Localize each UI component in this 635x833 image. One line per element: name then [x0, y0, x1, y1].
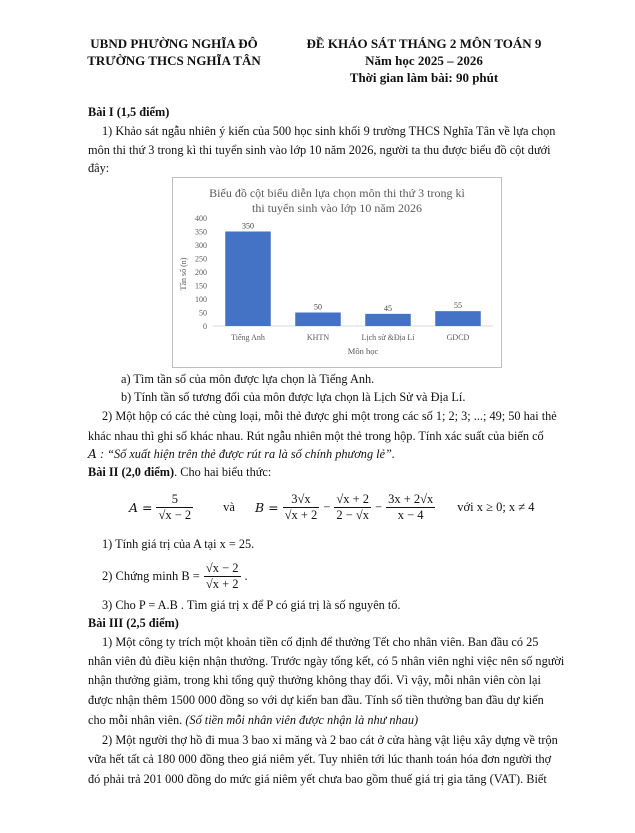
section-2-q2 [102, 556, 248, 596]
q2-line2: khác nhau thì ghi số khác nhau. Rút ngẫu nhiên một thẻ trong hộp. Tính xác suất của biến cố [88, 429, 544, 443]
expr-A-label: A = [129, 499, 153, 515]
expr-B-term2 [334, 492, 371, 523]
section-3-p2-line3: đó phải trả 201 000 đồng do mức giá niêm yết chưa bao gồm thuế giá trị gia tăng (VAT). Biết [88, 772, 547, 786]
expr-minus-2: − [375, 499, 383, 514]
bar [225, 232, 271, 327]
bar-value-label: 350 [242, 221, 254, 231]
x-tick-label: Tiếng Anh [231, 333, 265, 342]
exam-title: ĐỀ KHẢO SÁT THÁNG 2 MÔN TOÁN 9 [306, 36, 542, 51]
event-description: : “Số xuất hiện trên thẻ được rút ra là số chính phương lẻ”. [96, 447, 395, 461]
expr-B-label: B = [254, 499, 279, 515]
bar-value-label: 50 [314, 302, 322, 312]
section-3-p2-line1: 2) Một người thợ hồ đi mua 3 bao xi măng và 2 bao cát ở cửa hàng vật liệu xây dựng về trộn [102, 733, 558, 747]
expr-B-term1-den: √x + 2 [284, 507, 318, 522]
bar [365, 314, 411, 326]
section-3-title: Bài III (2,5 điểm) [88, 616, 179, 630]
expr-A-numerator: 5 [156, 492, 193, 508]
y-tick-label: 150 [195, 281, 207, 291]
y-tick-label: 250 [195, 254, 207, 264]
expr-A-fraction [156, 492, 193, 523]
expr-B-term2-num: √x + 2 [336, 491, 370, 506]
section-2-q2-fraction [204, 561, 241, 592]
y-tick-label: 0 [203, 322, 207, 331]
expr-connector: và [223, 499, 235, 514]
school-year: Năm học 2025 – 2026 [365, 53, 483, 68]
x-tick-label: Lịch sử &Địa Lí [361, 333, 415, 342]
bar [435, 311, 481, 326]
q2-line1: 2) Một hộp có các thẻ cùng loại, mỗi thẻ được ghi một trong các số 1; 2; 3; ...; 49; 50 hai thẻ [102, 409, 557, 423]
section-3-p1-line4: được nhận thêm 1500 000 đồng so với dự kiến ban đầu. Tính số tiền thưởng ban đầu dự kiến [88, 693, 544, 707]
q1a: a) Tìm tần số của môn được lựa chọn là Tiếng Anh. [121, 372, 375, 386]
chart-title-line1: Biểu đồ cột biểu diễn lựa chọn môn thi thứ 3 trong kì [209, 186, 465, 200]
expr-condition: với x ≥ 0; x ≠ 4 [457, 499, 535, 514]
expr-B-term2-den: 2 − √x [336, 507, 370, 522]
y-tick-label: 400 [195, 214, 207, 223]
expr-B-term3-num: 3x + 2√x [388, 491, 434, 506]
section-2-q2-text: 2) Chứng minh B = [102, 568, 200, 583]
chart-x-axis-label: Môn học [347, 346, 379, 356]
chart-y-axis-label: Tần số (n) [179, 257, 188, 291]
section-3-p1-line5: cho mỗi nhân viên. [88, 713, 183, 727]
q1-line2: môn thi thứ 3 trong kì thi tuyển sinh vào lớp 10 năm 2026, người ta thu được biểu đồ cột dưới [88, 143, 551, 157]
bar-value-label: 55 [454, 301, 462, 311]
section-2-intro: . Cho hai biểu thức: [174, 465, 272, 479]
section-2-q1: 1) Tính giá trị của A tại x = 25. [102, 537, 255, 551]
section-3-p1-note: (Số tiền mỗi nhân viên được nhận là như nhau) [182, 713, 419, 727]
y-tick-label: 350 [195, 227, 207, 237]
y-tick-label: 100 [195, 295, 207, 304]
bar-value-label: 45 [384, 303, 392, 313]
bar-chart [172, 177, 502, 368]
bar [295, 313, 341, 327]
expr-B-term3 [386, 492, 435, 523]
section-2-q2-num: √x − 2 [205, 560, 239, 575]
event-label: A [88, 447, 97, 461]
x-tick-label: KHTN [306, 333, 330, 342]
q1-line1: 1) Khảo sát ngẫu nhiên ý kiến của 500 học sinh khối 9 trường THCS Nghĩa Tân về lựa chọn [102, 124, 556, 138]
expr-minus-1: − [323, 499, 331, 514]
section-2-q3: 3) Cho P = A.B . Tìm giá trị x để P có giá trị là số nguyên tố. [102, 598, 401, 612]
expr-B-term1 [283, 492, 320, 523]
y-tick-label: 200 [195, 268, 207, 277]
expr-A-denominator: √x − 2 [158, 507, 192, 522]
section-2-q2-period: . [244, 568, 248, 583]
section-3-p1-line2: nhân viên đủ điều kiện nhận thưởng. Trước ngày tổng kết, có 5 nhân viên nghỉ việc nên số người [88, 654, 565, 668]
expression-row [129, 486, 535, 528]
section-2-q2-den: √x + 2 [205, 576, 239, 591]
chart-title-line2: thi tuyển sinh vào lớp 10 năm 2026 [252, 201, 422, 215]
q1b: b) Tính tần số tương đối của môn được lựa chọn là Lịch Sử và Địa Lí. [121, 390, 466, 404]
y-tick-label: 300 [195, 241, 207, 250]
bar-chart-svg [173, 178, 501, 367]
section-3-p1-line1: 1) Một công ty trích một khoản tiền cố định để thưởng Tết cho nhân viên. Ban đầu có 25 [102, 635, 539, 649]
q1-line3: đây: [88, 161, 110, 175]
school-name: TRƯỜNG THCS NGHĨA TÂN [87, 53, 261, 68]
section-2-title: Bài II (2,0 điểm) [88, 465, 175, 479]
school-district: UBND PHƯỜNG NGHĨA ĐÔ [90, 36, 258, 51]
y-tick-label: 50 [199, 308, 207, 318]
section-1-title: Bài I (1,5 điểm) [88, 105, 170, 119]
exam-duration: Thời gian làm bài: 90 phút [349, 70, 499, 85]
section-3-p2-line2: vữa hết tất cả 180 000 đồng theo giá niêm yết. Tuy nhiên tới lúc thanh toán hóa đơn người thợ [88, 752, 552, 766]
expr-B-term3-den: x − 4 [397, 507, 424, 522]
x-tick-label: GDCD [446, 333, 470, 342]
expr-B-term1-num: 3√x [283, 492, 320, 508]
section-3-p1-line3: nhận thưởng giảm, trong khi tổng quỹ thưởng không thay đổi. Vì vậy, mỗi nhân viên còn lại [88, 673, 541, 687]
